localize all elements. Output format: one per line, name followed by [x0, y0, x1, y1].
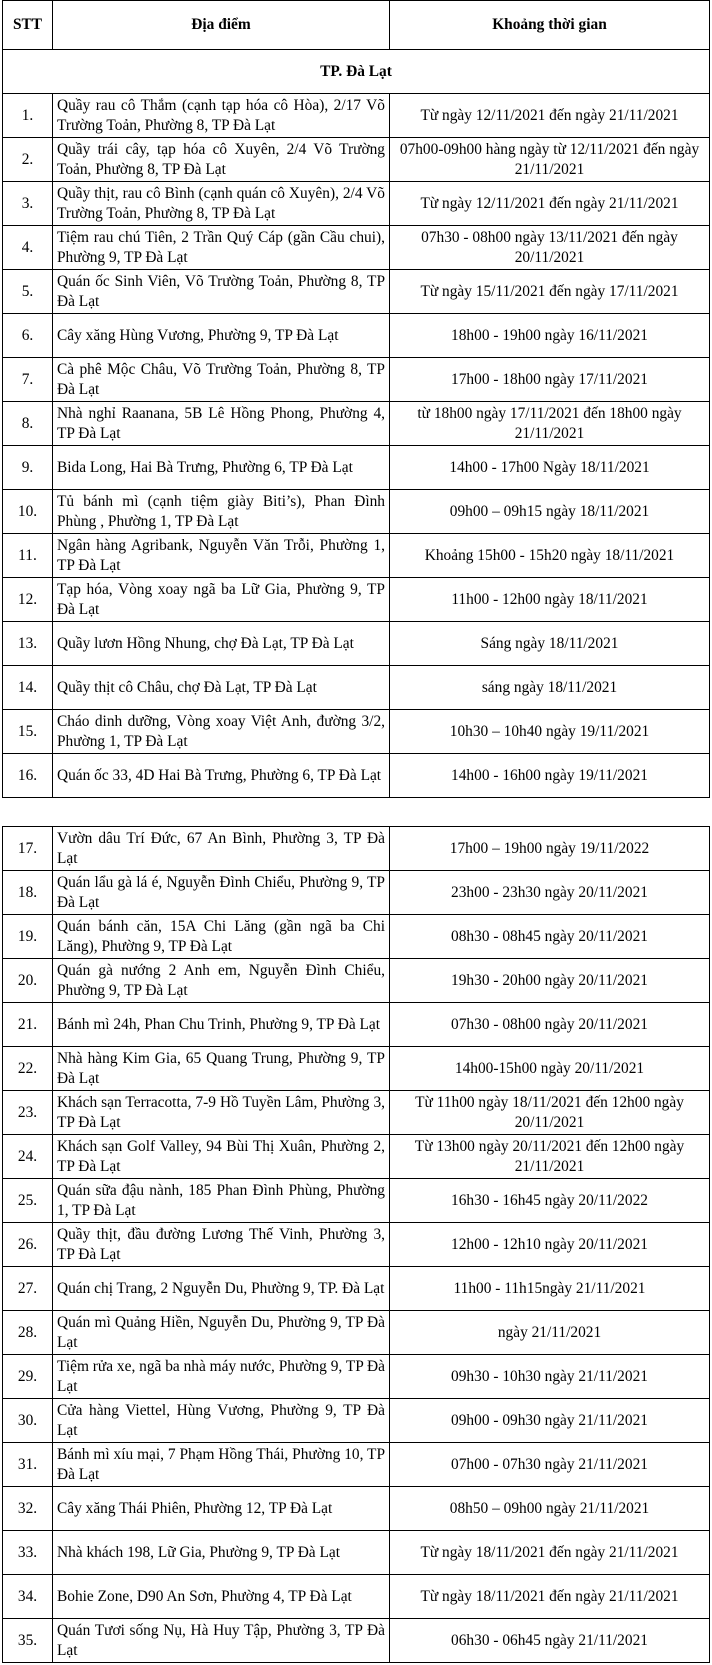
row-time — [390, 226, 710, 270]
table-row — [3, 1223, 710, 1267]
row-location-text: Quầy lươn Hồng Nhung, chợ Đà Lạt, TP Đà Lạt — [57, 634, 354, 652]
row-location-text: Nhà hàng Kim Gia, 65 Quang Trung, Phường 9, TP Đà Lạt — [57, 1049, 385, 1087]
table-row — [3, 270, 710, 314]
row-location-text: Quầy trái cây, tạp hóa cô Xuyên, 2/4 Võ Trường Toản, Phường 8, TP Đà Lạt — [57, 140, 385, 178]
row-location-text: Bida Long, Hai Bà Trưng, Phường 6, TP Đà Lạt — [57, 458, 353, 476]
row-location — [53, 490, 390, 534]
row-number: 33. — [3, 1531, 53, 1575]
row-time — [390, 446, 710, 490]
row-time — [390, 1003, 710, 1047]
row-number: 11. — [3, 534, 53, 578]
row-time-text: 18h00 - 19h00 ngày 16/11/2021 — [451, 326, 648, 344]
row-time — [390, 1223, 710, 1267]
row-number: 8. — [3, 402, 53, 446]
row-location — [53, 1091, 390, 1135]
row-location-text: Khách sạn Golf Valley, 94 Bùi Thị Xuân, Phường 2, TP Đà Lạt — [57, 1137, 385, 1175]
row-number: 31. — [3, 1443, 53, 1487]
table-row — [3, 1135, 710, 1179]
row-location-text: Quầy rau cô Thắm (cạnh tạp hóa cô Hòa), 2/17 Võ Trường Toản, Phường 8, TP Đà Lạt — [57, 96, 385, 134]
row-time-text: 14h00-15h00 ngày 20/11/2021 — [454, 1059, 645, 1077]
row-location — [53, 1223, 390, 1267]
row-location-text: Quán sữa đậu nành, 185 Phan Đình Phùng, Phường 1, TP Đà Lạt — [57, 1181, 385, 1219]
row-time — [390, 182, 710, 226]
row-time — [390, 710, 710, 754]
header-stt: STT — [3, 1, 53, 50]
table-row — [3, 1091, 710, 1135]
row-location — [53, 1399, 390, 1443]
table-row — [3, 827, 710, 871]
row-location — [53, 270, 390, 314]
row-time-text: 09h00 – 09h15 ngày 18/11/2021 — [449, 502, 650, 520]
table-row — [3, 666, 710, 710]
row-time — [390, 1487, 710, 1531]
header-location: Địa điểm — [53, 1, 390, 50]
row-time-text: 07h00 - 07h30 ngày 21/11/2021 — [451, 1455, 648, 1473]
row-location — [53, 1531, 390, 1575]
row-number: 27. — [3, 1267, 53, 1311]
row-location — [53, 1355, 390, 1399]
row-time — [390, 1443, 710, 1487]
row-location-text: Tạp hóa, Vòng xoay ngã ba Lữ Gia, Phường 9, TP Đà Lạt — [57, 580, 385, 618]
row-time-text: 07h00-09h00 hàng ngày từ 12/11/2021 đến ngày 21/11/2021 — [399, 140, 700, 178]
row-location-text: Khách sạn Terracotta, 7-9 Hồ Tuyền Lâm, Phường 3, TP Đà Lạt — [57, 1093, 385, 1131]
row-location-text: Nhà nghỉ Raanana, 5B Lê Hồng Phong, Phường 4, TP Đà Lạt — [57, 404, 385, 442]
table-row — [3, 1575, 710, 1619]
table-row — [3, 1311, 710, 1355]
row-time-text: 08h30 - 08h45 ngày 20/11/2021 — [451, 927, 648, 945]
table-row — [3, 1047, 710, 1091]
table-row — [3, 182, 710, 226]
row-number: 13. — [3, 622, 53, 666]
row-number: 2. — [3, 138, 53, 182]
row-location — [53, 226, 390, 270]
row-number: 25. — [3, 1179, 53, 1223]
row-time-text: sáng ngày 18/11/2021 — [481, 678, 618, 696]
row-time-text: 11h00 - 12h00 ngày 18/11/2021 — [451, 590, 648, 608]
table-row — [3, 1267, 710, 1311]
row-number: 7. — [3, 358, 53, 402]
row-time — [390, 915, 710, 959]
table-row — [3, 622, 710, 666]
row-location-text: Tiệm rau chú Tiên, 2 Trần Quý Cáp (gần Cầu chui), Phường 9, TP Đà Lạt — [57, 228, 385, 266]
row-number: 16. — [3, 754, 53, 798]
row-location-text: Tiệm rửa xe, ngã ba nhà máy nước, Phường 9, TP Đà Lạt — [57, 1357, 385, 1395]
row-location — [53, 534, 390, 578]
row-number: 30. — [3, 1399, 53, 1443]
table-row — [3, 710, 710, 754]
row-location — [53, 915, 390, 959]
table-row — [3, 314, 710, 358]
row-time-text: 23h00 - 23h30 ngày 20/11/2021 — [451, 883, 648, 901]
row-location-text: Bánh mì xíu mại, 7 Phạm Hồng Thái, Phường 10, TP Đà Lạt — [57, 1445, 385, 1483]
row-number: 28. — [3, 1311, 53, 1355]
row-time-text: Từ ngày 15/11/2021 đến ngày 17/11/2021 — [420, 282, 679, 300]
row-location — [53, 1619, 390, 1663]
row-time — [390, 1399, 710, 1443]
row-time — [390, 358, 710, 402]
row-time-text: 07h30 - 08h00 ngày 20/11/2021 — [451, 1015, 648, 1033]
row-number: 34. — [3, 1575, 53, 1619]
row-time — [390, 534, 710, 578]
row-number: 17. — [3, 827, 53, 871]
row-location — [53, 871, 390, 915]
row-number: 18. — [3, 871, 53, 915]
row-time — [390, 1619, 710, 1663]
row-location-text: Quán ốc Sinh Viên, Võ Trường Toản, Phường 8, TP Đà Lạt — [57, 272, 385, 310]
row-time — [390, 1531, 710, 1575]
row-number: 6. — [3, 314, 53, 358]
row-time-text: Từ ngày 18/11/2021 đến ngày 21/11/2021 — [420, 1587, 679, 1605]
row-time-text: Sáng ngày 18/11/2021 — [480, 634, 619, 652]
table-row — [3, 1487, 710, 1531]
table-row — [3, 226, 710, 270]
locations-table-part2 — [2, 826, 710, 1663]
row-time — [390, 270, 710, 314]
row-time-text: 12h00 - 12h10 ngày 20/11/2021 — [451, 1235, 648, 1253]
row-location-text: Quán Tươi sống Nụ, Hà Huy Tập, Phường 3, TP Đà Lạt — [57, 1621, 385, 1659]
row-location — [53, 1047, 390, 1091]
row-location — [53, 959, 390, 1003]
table-row — [3, 1399, 710, 1443]
row-time-text: Từ 11h00 ngày 18/11/2021 đến 12h00 ngày 20/11/2021 — [415, 1093, 684, 1131]
row-location — [53, 1179, 390, 1223]
row-time — [390, 827, 710, 871]
row-time-text: 07h30 - 08h00 ngày 13/11/2021 đến ngày 20/11/2021 — [421, 228, 678, 266]
row-time — [390, 871, 710, 915]
row-time — [390, 94, 710, 138]
row-location-text: Quán bánh căn, 15A Chi Lăng (gần ngã ba Chi Lăng), Phường 9, TP Đà Lạt — [57, 917, 385, 955]
row-location-text: Cây xăng Hùng Vương, Phường 9, TP Đà Lạt — [57, 326, 339, 344]
row-time-text: 14h00 - 17h00 Ngày 18/11/2021 — [449, 458, 650, 476]
row-time-text: Khoảng 15h00 - 15h20 ngày 18/11/2021 — [424, 546, 675, 564]
row-time-text: 09h00 - 09h30 ngày 21/11/2021 — [451, 1411, 648, 1429]
row-location-text: Bohie Zone, D90 An Sơn, Phường 4, TP Đà Lạt — [57, 1587, 352, 1605]
table-row — [3, 754, 710, 798]
row-location — [53, 710, 390, 754]
row-location — [53, 578, 390, 622]
table-row — [3, 446, 710, 490]
row-location — [53, 402, 390, 446]
row-location — [53, 754, 390, 798]
row-time — [390, 622, 710, 666]
row-number: 35. — [3, 1619, 53, 1663]
row-time — [390, 490, 710, 534]
row-time — [390, 138, 710, 182]
table-row — [3, 915, 710, 959]
row-location-text: Quán gà nướng 2 Anh em, Nguyễn Đình Chiểu, Phường 9, TP Đà Lạt — [57, 961, 385, 999]
row-time-text: 16h30 - 16h45 ngày 20/11/2022 — [451, 1191, 648, 1209]
row-location — [53, 1267, 390, 1311]
row-number: 3. — [3, 182, 53, 226]
row-location-text: Quán lẩu gà lá é, Nguyễn Đình Chiểu, Phường 9, TP Đà Lạt — [57, 873, 385, 911]
row-time-text: từ 18h00 ngày 17/11/2021 đến 18h00 ngày 21/11/2021 — [417, 404, 682, 442]
row-location-text: Cháo dinh dưỡng, Vòng xoay Việt Anh, đường 3/2, Phường 1, TP Đà Lạt — [57, 712, 385, 750]
row-location-text: Cà phê Mộc Châu, Võ Trường Toản, Phường 8, TP Đà Lạt — [57, 360, 385, 398]
row-time — [390, 578, 710, 622]
row-number: 9. — [3, 446, 53, 490]
row-location — [53, 666, 390, 710]
row-time — [390, 1179, 710, 1223]
row-location — [53, 358, 390, 402]
table-row — [3, 959, 710, 1003]
row-time — [390, 1135, 710, 1179]
table-row — [3, 402, 710, 446]
table-row — [3, 871, 710, 915]
row-location — [53, 1487, 390, 1531]
row-location — [53, 1443, 390, 1487]
row-location — [53, 1575, 390, 1619]
row-time — [390, 959, 710, 1003]
row-time-text: 10h30 – 10h40 ngày 19/11/2021 — [449, 722, 650, 740]
row-location — [53, 1311, 390, 1355]
row-location — [53, 1135, 390, 1179]
row-time-text: 09h30 - 10h30 ngày 21/11/2021 — [451, 1367, 648, 1385]
table-row — [3, 1619, 710, 1663]
table-row — [3, 1443, 710, 1487]
row-time-text: 08h50 – 09h00 ngày 21/11/2021 — [449, 1499, 650, 1517]
table-row — [3, 1179, 710, 1223]
row-time — [390, 402, 710, 446]
row-location-text: Quầy thịt cô Châu, chợ Đà Lạt, TP Đà Lạt — [57, 678, 317, 696]
row-time-text: 06h30 - 06h45 ngày 21/11/2021 — [451, 1631, 648, 1649]
section-row — [3, 50, 710, 94]
row-location-text: Quầy thịt, rau cô Bình (cạnh quán cô Xuyên), 2/4 Võ Trường Toản, Phường 8, TP Đà Lạt — [57, 184, 385, 222]
row-number: 29. — [3, 1355, 53, 1399]
row-location-text: Tủ bánh mì (cạnh tiệm giày Biti’s), Phan Đình Phùng , Phường 1, TP Đà Lạt — [57, 492, 385, 530]
row-number: 24. — [3, 1135, 53, 1179]
row-location-text: Quán chị Trang, 2 Nguyễn Du, Phường 9, TP. Đà Lạt — [57, 1279, 385, 1297]
row-number: 19. — [3, 915, 53, 959]
section-title: TP. Đà Lạt — [3, 50, 710, 94]
table-row — [3, 578, 710, 622]
table-row — [3, 138, 710, 182]
table-row — [3, 358, 710, 402]
row-time-text: 11h00 - 11h15ngày 21/11/2021 — [453, 1279, 646, 1297]
row-location — [53, 94, 390, 138]
row-location-text: Quầy thịt, đầu đường Lương Thế Vinh, Phường 3, TP Đà Lạt — [57, 1225, 385, 1263]
row-time — [390, 1267, 710, 1311]
row-time — [390, 1311, 710, 1355]
row-location — [53, 1003, 390, 1047]
row-time-text: Từ ngày 12/11/2021 đến ngày 21/11/2021 — [420, 194, 679, 212]
row-time — [390, 1355, 710, 1399]
row-time-text: 17h00 – 19h00 ngày 19/11/2022 — [449, 839, 650, 857]
row-number: 4. — [3, 226, 53, 270]
row-number: 32. — [3, 1487, 53, 1531]
row-time — [390, 666, 710, 710]
row-number: 15. — [3, 710, 53, 754]
row-time — [390, 1575, 710, 1619]
row-time-text: ngày 21/11/2021 — [497, 1323, 602, 1341]
row-time-text: Từ ngày 12/11/2021 đến ngày 21/11/2021 — [420, 106, 679, 124]
row-time-text: 19h30 - 20h00 ngày 20/11/2021 — [451, 971, 648, 989]
row-location-text: Vườn dâu Trí Đức, 67 An Bình, Phường 3, TP Đà Lạt — [57, 829, 385, 867]
row-time-text: Từ 13h00 ngày 20/11/2021 đến 12h00 ngày 21/11/2021 — [414, 1137, 685, 1175]
row-number: 22. — [3, 1047, 53, 1091]
table-row — [3, 490, 710, 534]
row-location — [53, 314, 390, 358]
table-row — [3, 534, 710, 578]
row-number: 1. — [3, 94, 53, 138]
locations-table-part1 — [2, 0, 710, 798]
row-location — [53, 622, 390, 666]
row-time-text: 17h00 - 18h00 ngày 17/11/2021 — [451, 370, 648, 388]
row-location-text: Cửa hàng Viettel, Hùng Vương, Phường 9, TP Đà Lạt — [57, 1401, 385, 1439]
row-location-text: Ngân hàng Agribank, Nguyễn Văn Trỗi, Phường 1, TP Đà Lạt — [57, 536, 385, 574]
table-row — [3, 1003, 710, 1047]
row-location-text: Nhà khách 198, Lữ Gia, Phường 9, TP Đà Lạt — [57, 1543, 340, 1561]
row-location — [53, 182, 390, 226]
row-location-text: Cây xăng Thái Phiên, Phường 12, TP Đà Lạt — [57, 1499, 333, 1517]
row-number: 23. — [3, 1091, 53, 1135]
table-header-row — [3, 1, 710, 50]
header-time: Khoảng thời gian — [390, 1, 710, 50]
row-time-text: 14h00 - 16h00 ngày 19/11/2021 — [451, 766, 648, 784]
row-number: 20. — [3, 959, 53, 1003]
table-row — [3, 94, 710, 138]
table-row — [3, 1355, 710, 1399]
row-location-text: Quán mì Quảng Hiền, Nguyễn Du, Phường 9, TP Đà Lạt — [57, 1313, 385, 1351]
row-time — [390, 314, 710, 358]
row-location — [53, 446, 390, 490]
row-time — [390, 754, 710, 798]
row-location — [53, 138, 390, 182]
row-time-text: Từ ngày 18/11/2021 đến ngày 21/11/2021 — [420, 1543, 679, 1561]
row-location-text: Bánh mì 24h, Phan Chu Trinh, Phường 9, TP Đà Lạt — [57, 1015, 381, 1033]
table-row — [3, 1531, 710, 1575]
row-number: 21. — [3, 1003, 53, 1047]
row-number: 14. — [3, 666, 53, 710]
row-time — [390, 1091, 710, 1135]
row-location-text: Quán ốc 33, 4D Hai Bà Trưng, Phường 6, TP Đà Lạt — [57, 766, 382, 784]
row-number: 12. — [3, 578, 53, 622]
row-number: 5. — [3, 270, 53, 314]
row-location — [53, 827, 390, 871]
row-number: 10. — [3, 490, 53, 534]
row-number: 26. — [3, 1223, 53, 1267]
row-time — [390, 1047, 710, 1091]
